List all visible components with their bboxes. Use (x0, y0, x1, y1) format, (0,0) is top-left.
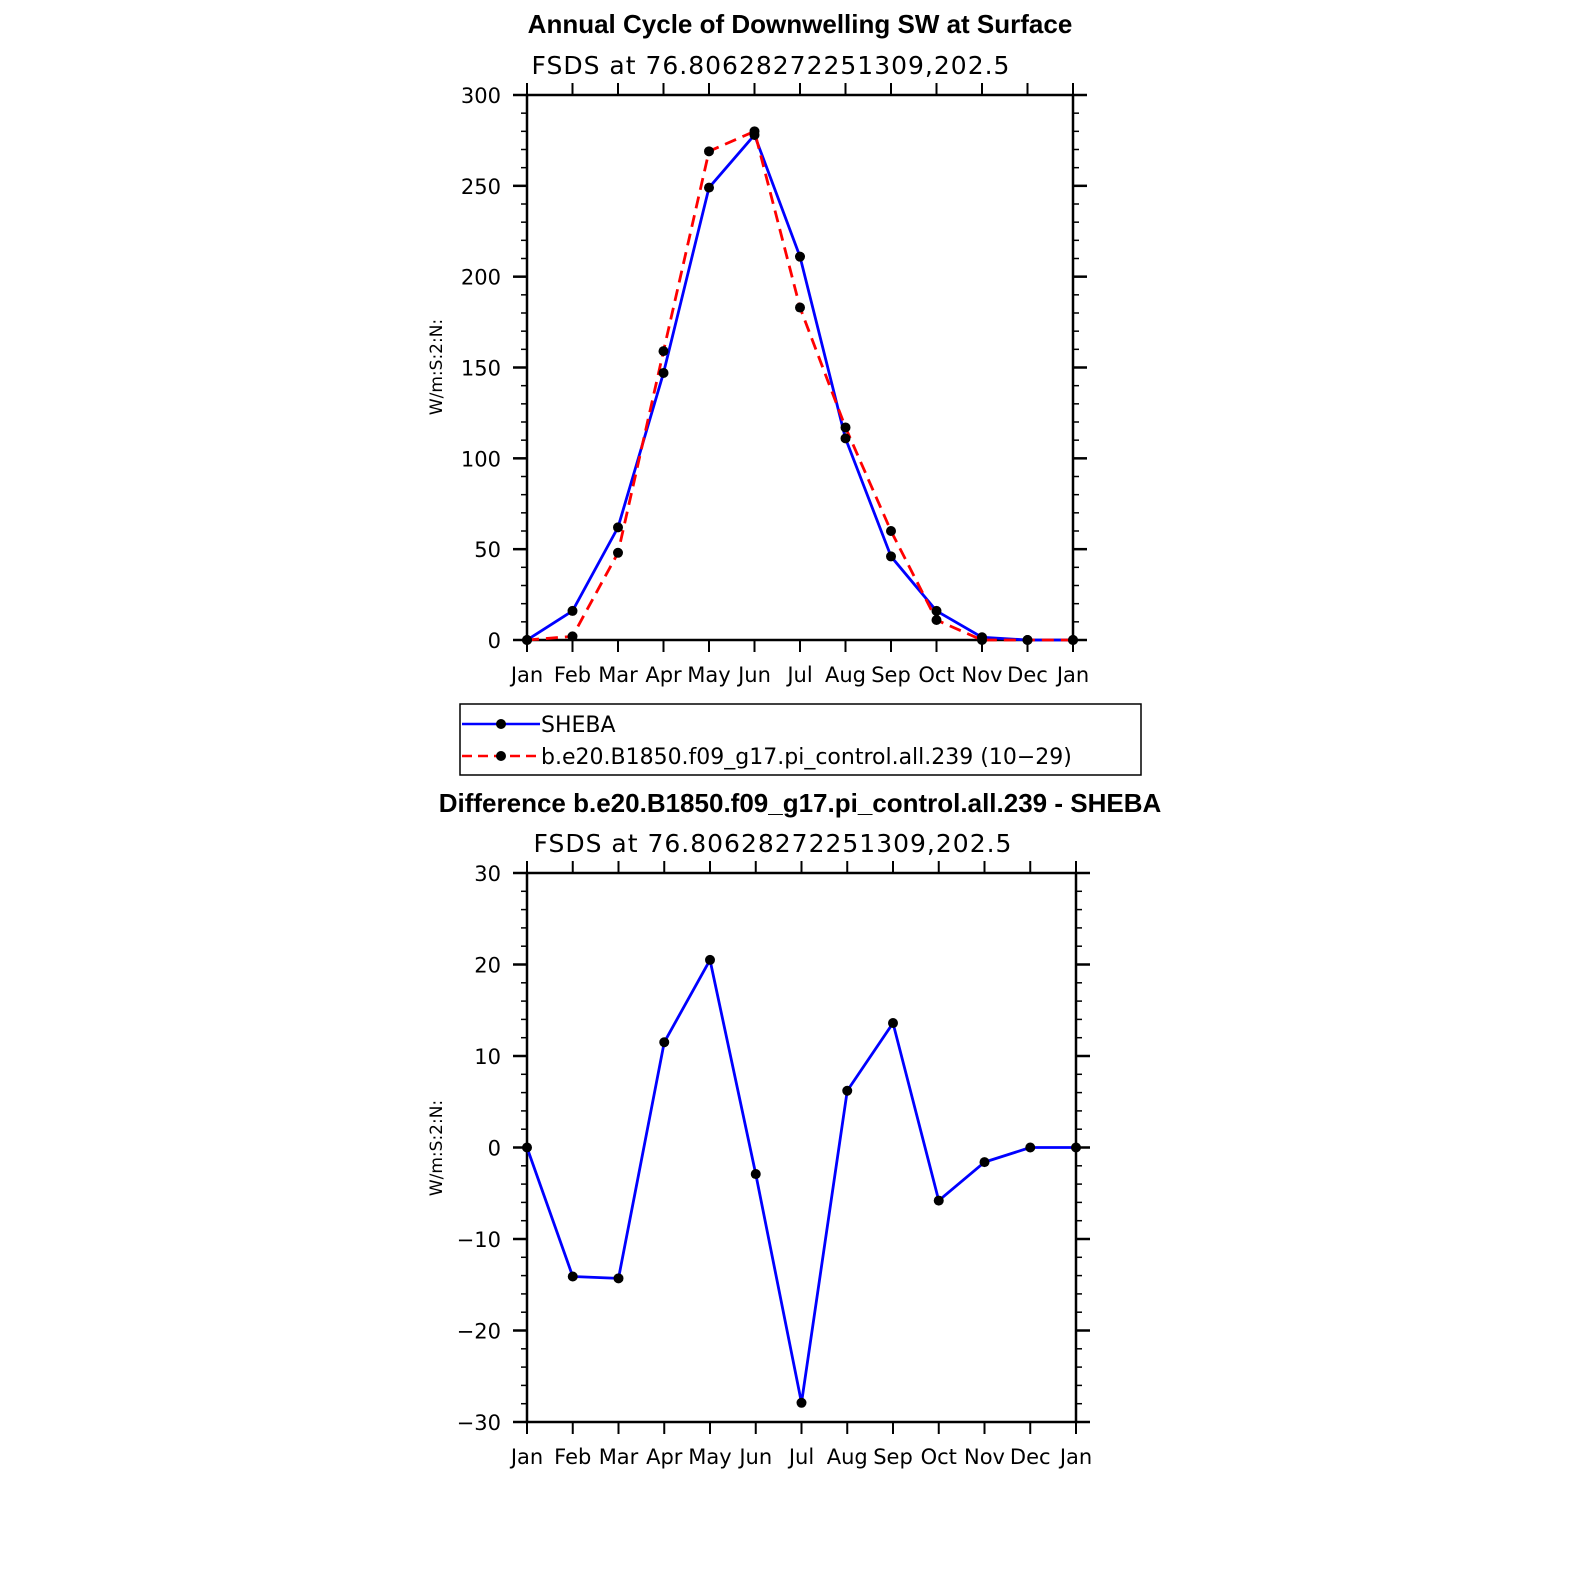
data-point (980, 1157, 990, 1167)
x-tick-label: Nov (964, 1445, 1005, 1469)
annual-cycle-chart (427, 9, 1089, 687)
x-tick-label: Jul (788, 1445, 815, 1469)
data-point (797, 1398, 807, 1408)
x-tick-label: Mar (598, 663, 638, 687)
x-tick-label: Sep (871, 663, 911, 687)
x-tick-label: Jul (787, 663, 813, 687)
data-point (659, 1037, 669, 1047)
data-point (795, 303, 805, 313)
chart-subtitle: FSDS at 76.80628272251309,202.5 (533, 829, 1013, 858)
data-point (1023, 635, 1033, 645)
y-tick-label: 100 (460, 447, 501, 472)
data-point (613, 522, 623, 532)
data-point (568, 1272, 578, 1282)
data-point (841, 422, 851, 432)
chart-title: Difference b.e20.B1850.f09_g17.pi_control.all.239 - SHEBA (438, 788, 1162, 818)
data-point (795, 252, 805, 262)
series-line-0 (527, 960, 1076, 1403)
x-tick-label: Jan (510, 1445, 544, 1469)
y-tick-label: 250 (460, 174, 501, 199)
x-tick-label: Jun (738, 663, 771, 687)
data-point (659, 368, 669, 378)
y-tick-label: 50 (474, 538, 501, 563)
series-line-0 (527, 135, 1073, 640)
data-point (568, 631, 578, 641)
data-point (1068, 635, 1078, 645)
plot-frame (527, 95, 1073, 640)
data-point (751, 1169, 761, 1179)
data-point (522, 1143, 532, 1153)
x-tick-label: Jan (1056, 663, 1090, 687)
x-tick-label: Aug (824, 663, 867, 687)
data-point (705, 955, 715, 965)
x-tick-label: Jan (1059, 1445, 1093, 1469)
data-point (614, 1273, 624, 1283)
y-tick-label: −20 (456, 1319, 501, 1344)
data-point (568, 606, 578, 616)
x-tick-label: Feb (554, 1445, 592, 1469)
y-tick-label: 0 (487, 1136, 501, 1161)
x-tick-label: Oct (920, 1445, 957, 1469)
x-tick-label: Jun (739, 1445, 773, 1469)
x-tick-label: May (688, 1445, 732, 1469)
axis-ticks (461, 83, 1089, 687)
data-point (704, 146, 714, 156)
data-point (613, 548, 623, 558)
data-point (841, 433, 851, 443)
data-point (704, 183, 714, 193)
series-group (522, 126, 1078, 645)
data-point (522, 635, 532, 645)
data-point (932, 615, 942, 625)
data-point (977, 635, 987, 645)
data-point (886, 551, 896, 561)
y-tick-label: −10 (456, 1228, 501, 1252)
y-axis-label: W/m:S:2:N: (427, 1099, 447, 1197)
x-tick-label: Feb (553, 663, 592, 687)
x-tick-label: Oct (918, 663, 955, 687)
legend (460, 704, 1141, 775)
legend-marker-sheba (496, 719, 506, 729)
x-tick-label: Jan (510, 663, 544, 687)
series-line-1 (527, 131, 1073, 640)
data-point (932, 606, 942, 616)
data-point (1071, 1143, 1081, 1153)
data-point (659, 346, 669, 356)
x-tick-label: Aug (826, 1445, 868, 1469)
y-tick-label: 300 (460, 84, 501, 108)
legend-marker-model (496, 751, 506, 761)
difference-chart (427, 788, 1161, 1469)
y-tick-label: 10 (474, 1045, 501, 1069)
data-point (750, 126, 760, 136)
y-tick-label: 30 (474, 862, 501, 886)
data-point (934, 1196, 944, 1206)
data-point (888, 1018, 898, 1028)
y-axis-label: W/m:S:2:N: (427, 318, 447, 416)
x-tick-label: Dec (1007, 663, 1048, 687)
y-tick-label: 20 (474, 953, 501, 978)
y-tick-label: 200 (460, 265, 501, 290)
x-tick-label: Sep (873, 1445, 913, 1469)
x-tick-label: Dec (1009, 1445, 1051, 1469)
x-tick-label: Nov (961, 663, 1003, 687)
chart-subtitle: FSDS at 76.80628272251309,202.5 (531, 51, 1011, 80)
series-group (522, 955, 1081, 1408)
data-point (1025, 1143, 1035, 1153)
data-point (886, 526, 896, 536)
y-tick-label: 150 (460, 356, 501, 381)
x-tick-label: Apr (646, 1445, 683, 1469)
data-point (842, 1086, 852, 1096)
chart-title: Annual Cycle of Downwelling SW at Surface (527, 9, 1073, 39)
x-tick-label: Mar (598, 1445, 639, 1469)
legend-label-sheba: SHEBA (541, 713, 616, 738)
axis-ticks (457, 861, 1093, 1469)
legend-label-model: b.e20.B1850.f09_g17.pi_control.all.239 (10−29) (541, 745, 1072, 770)
x-tick-label: Apr (645, 663, 682, 687)
y-tick-label: −30 (456, 1411, 501, 1435)
plot-frame (527, 873, 1076, 1422)
x-tick-label: May (687, 663, 731, 687)
y-tick-label: 0 (487, 629, 501, 653)
